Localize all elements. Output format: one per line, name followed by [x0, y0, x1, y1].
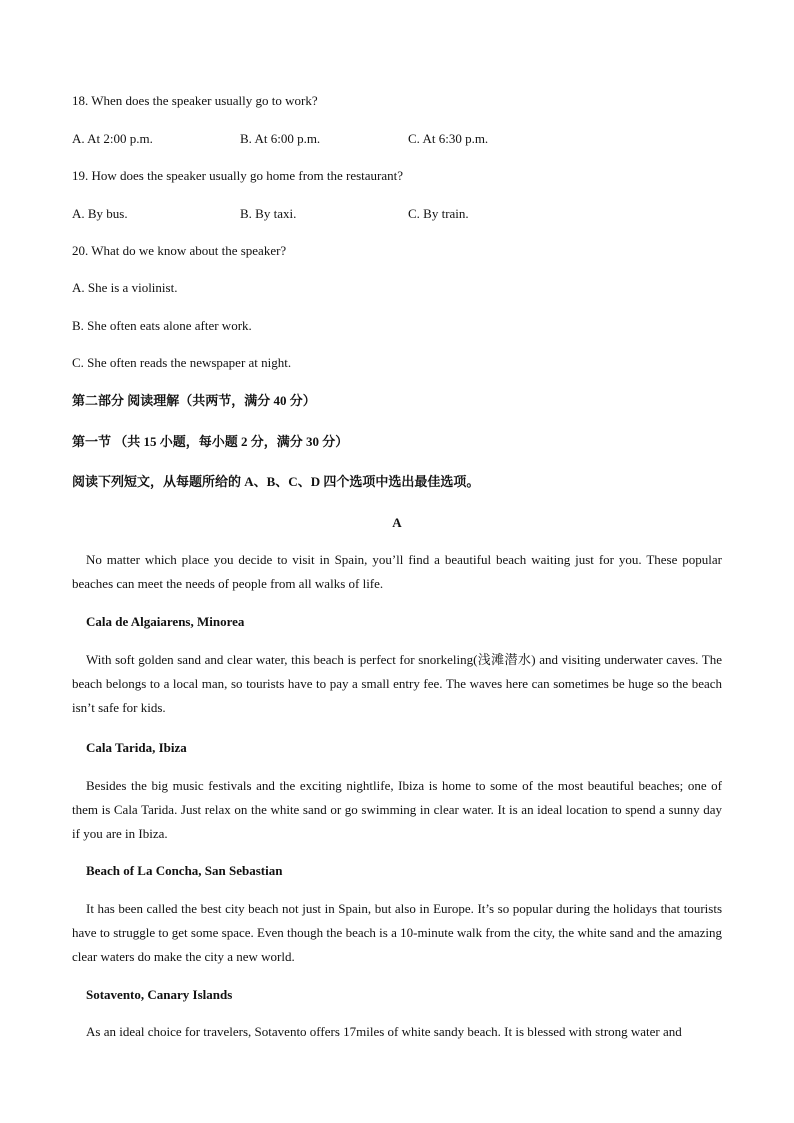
q19-option-a: A. By bus.	[72, 206, 128, 221]
beach-3-heading: Beach of La Concha, San Sebastian	[86, 863, 283, 878]
q18-option-b: B. At 6:00 p.m.	[240, 131, 321, 146]
question-18: 18. When does the speaker usually go to work?	[72, 93, 318, 108]
beach-4-text: As an ideal choice for travelers, Sotavento offers 17miles of white sandy beach. It is blessed with strong water and	[86, 1024, 682, 1039]
passage-label: A	[392, 515, 402, 530]
beach-1-text: With soft golden sand and clear water, this beach is perfect for snorkeling(浅滩潜水) and visiting underwater caves. The beach belongs to a local man, so tourists have to pay a small entry fee. The waves here can sometimes be huge so the beach isn’t safe for kids.	[72, 652, 722, 715]
q20-option-a: A. She is a violinist.	[72, 280, 178, 295]
beach-3-text: It has been called the best city beach not just in Spain, but also in Europe. It’s so popular during the holidays that tourists have to struggle to get some space. Even though the beach is a 10-minute walk from the city, the white sand and the amazing clear waters do make the city a new world.	[72, 901, 722, 964]
beach-1-heading: Cala de Algaiarens, Minorea	[86, 614, 245, 629]
q19-option-b: B. By taxi.	[240, 206, 297, 221]
q18-option-c: C. At 6:30 p.m.	[408, 131, 489, 146]
beach-2-text: Besides the big music festivals and the exciting nightlife, Ibiza is home to some of the most beautiful beaches; one of them is Cala Tarida. Just relax on the white sand or go swimming in clear water. It is an ideal location to spend a sunny day if you are in Ibiza.	[72, 778, 722, 841]
beach-4-heading: Sotavento, Canary Islands	[86, 987, 233, 1002]
question-20: 20. What do we know about the speaker?	[72, 243, 287, 258]
q20-option-c: C. She often reads the newspaper at night.	[72, 355, 292, 370]
part2-title: 第二部分 阅读理解（共两节，满分 40 分）	[72, 393, 316, 408]
section1-title: 第一节 （共 15 小题，每小题 2 分，满分 30 分）	[72, 434, 349, 449]
passage-intro: No matter which place you decide to visit in Spain, you’ll find a beautiful beach waiting just for you. These popular beaches can meet the needs of people from all walks of life.	[72, 552, 722, 591]
q18-option-a: A. At 2:00 p.m.	[72, 131, 153, 146]
question-19: 19. How does the speaker usually go home from the restaurant?	[72, 168, 404, 183]
q19-option-c: C. By train.	[408, 206, 469, 221]
beach-2-heading: Cala Tarida, Ibiza	[86, 740, 187, 755]
q20-option-b: B. She often eats alone after work.	[72, 318, 252, 333]
instructions: 阅读下列短文，从每题所给的 A、B、C、D 四个选项中选出最佳选项。	[72, 474, 480, 489]
